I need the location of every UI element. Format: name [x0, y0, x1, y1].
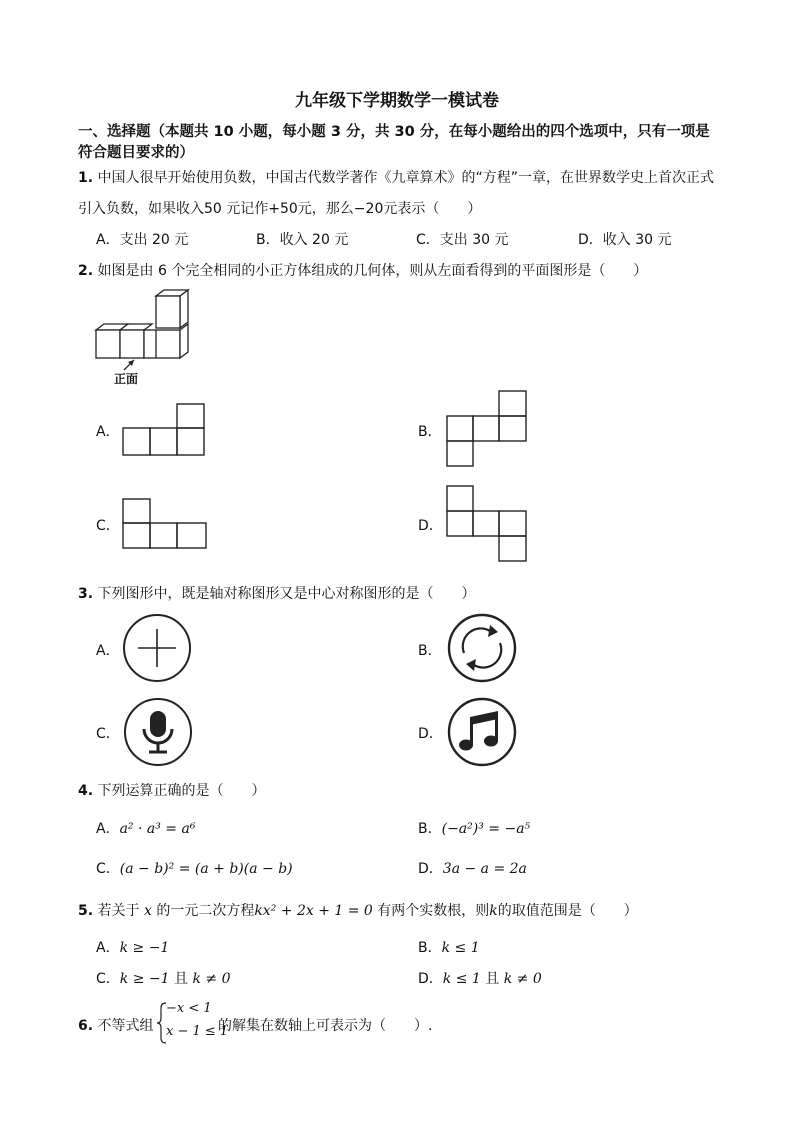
- question-5-line: [78, 900, 638, 920]
- question-1-option-a[interactable]: A．支出 20 元: [96, 232, 189, 248]
- question-1-number: 1.: [78, 170, 94, 186]
- question-5-text-post1: 有两个实数根，则: [377, 903, 490, 919]
- cube-solid-figure: [90, 288, 200, 386]
- option-label: B．: [418, 821, 442, 837]
- option-d-grid-figure[interactable]: [446, 485, 528, 563]
- music-note-icon[interactable]: [446, 697, 518, 767]
- question-4-number: 4.: [78, 783, 94, 799]
- question-1-line2: 引入负数，如果收入50 元记作+50元，那么−20元表示（ ）: [78, 201, 482, 217]
- question-5-text-mid: 的一元二次方程: [156, 903, 255, 919]
- question-2-option-d[interactable]: D．: [418, 518, 443, 534]
- question-1-line1: [78, 167, 714, 187]
- question-4-option-d[interactable]: [418, 858, 527, 878]
- question-1-option-c[interactable]: C．支出 30 元: [416, 232, 509, 248]
- question-2-option-a[interactable]: A．: [96, 424, 120, 440]
- option-d-expression: 3a − a = 2a: [442, 861, 527, 877]
- question-2-text: 如图是由 6 个完全相同的小正方体组成的几何体，则从左面看得到的平面图形是（ ）: [97, 263, 648, 279]
- option-c-expression-1: k ≥ −1: [119, 971, 170, 987]
- microphone-icon[interactable]: [122, 697, 194, 767]
- section-header-line1: 一、选择题（本题共 10 小题，每小题 3 分，共 30 分，在每小题给出的四个选项中，只有一项是: [78, 124, 710, 140]
- question-4-option-b[interactable]: [418, 818, 530, 838]
- question-2-line: [78, 260, 647, 280]
- page-title: 九年级下学期数学一模试卷: [295, 91, 499, 111]
- option-label: A．: [96, 940, 120, 956]
- question-1-text: 中国人很早开始使用负数，中国古代数学著作《九章算术》的“方程”一章，在世界数学史上首次正式: [97, 170, 715, 186]
- question-3-text: 下列图形中，既是轴对称图形又是中心对称图形的是（ ）: [97, 586, 476, 602]
- option-a-expression: a² · a³ = a⁶: [119, 821, 196, 837]
- question-1-option-d[interactable]: D．收入 30 元: [578, 232, 672, 248]
- plus-sign-icon[interactable]: [122, 613, 192, 683]
- option-label: A．: [96, 821, 120, 837]
- question-5-option-c[interactable]: [96, 968, 230, 988]
- question-3-option-d[interactable]: D．: [418, 726, 443, 742]
- variable-k: k: [489, 903, 498, 919]
- option-d-expression-2: k ≠ 0: [503, 971, 542, 987]
- option-b-grid-figure[interactable]: [446, 390, 528, 468]
- question-5-option-b[interactable]: [418, 937, 480, 957]
- option-c-expression-2: k ≠ 0: [192, 971, 231, 987]
- front-view-label: 正面: [114, 372, 139, 386]
- option-label: B．: [418, 940, 442, 956]
- question-3-option-b[interactable]: B．: [418, 643, 442, 659]
- option-b-expression: (−a²)³ = −a⁵: [441, 821, 531, 837]
- question-5-option-a[interactable]: [96, 937, 169, 957]
- question-3-line: [78, 583, 476, 603]
- question-4-text: 下列运算正确的是（ ）: [97, 783, 266, 799]
- option-a-expression: k ≥ −1: [119, 940, 170, 956]
- question-6-pre: [78, 1015, 154, 1035]
- option-a-grid-figure[interactable]: [122, 403, 206, 457]
- question-3-option-a[interactable]: A．: [96, 643, 120, 659]
- question-6-number: 6.: [78, 1018, 94, 1034]
- question-4-line: [78, 780, 266, 800]
- question-5-number: 5.: [78, 903, 94, 919]
- option-b-expression: k ≤ 1: [441, 940, 480, 956]
- question-5-option-d[interactable]: [418, 968, 542, 988]
- option-d-expression-1: k ≤ 1: [442, 971, 481, 987]
- inequality-2: x − 1 ≤ 1: [166, 1024, 229, 1039]
- conjunction: 且: [485, 971, 500, 987]
- question-3-option-c[interactable]: C．: [96, 726, 120, 742]
- option-label: C．: [96, 971, 120, 987]
- option-label: D．: [418, 861, 443, 877]
- option-c-expression: (a − b)² = (a + b)(a − b): [119, 861, 293, 877]
- question-6-text-post: 的解集在数轴上可表示为（ ）.: [218, 1018, 433, 1034]
- quadratic-equation: kx² + 2x + 1 = 0: [254, 903, 373, 919]
- question-2-option-b[interactable]: B．: [418, 424, 442, 440]
- question-4-option-a[interactable]: [96, 818, 195, 838]
- question-3-number: 3.: [78, 586, 94, 602]
- variable-x: x: [143, 903, 152, 919]
- question-2-number: 2.: [78, 263, 94, 279]
- option-label: C．: [96, 861, 120, 877]
- question-5-text-pre: 若关于: [97, 903, 140, 919]
- question-6-text-pre: 不等式组: [97, 1018, 154, 1034]
- question-5-text-post2: 的取值范围是（ ）: [497, 903, 638, 919]
- inequality-1: −x < 1: [166, 1001, 212, 1016]
- section-header-line2: 符合题目要求的）: [78, 145, 194, 161]
- conjunction: 且: [174, 971, 188, 987]
- refresh-arrows-icon[interactable]: [446, 613, 518, 683]
- question-1-option-b[interactable]: B．收入 20 元: [256, 232, 349, 248]
- option-c-grid-figure[interactable]: [122, 498, 208, 550]
- question-2-option-c[interactable]: C．: [96, 518, 120, 534]
- option-label: D．: [418, 971, 443, 987]
- question-4-option-c[interactable]: [96, 858, 293, 878]
